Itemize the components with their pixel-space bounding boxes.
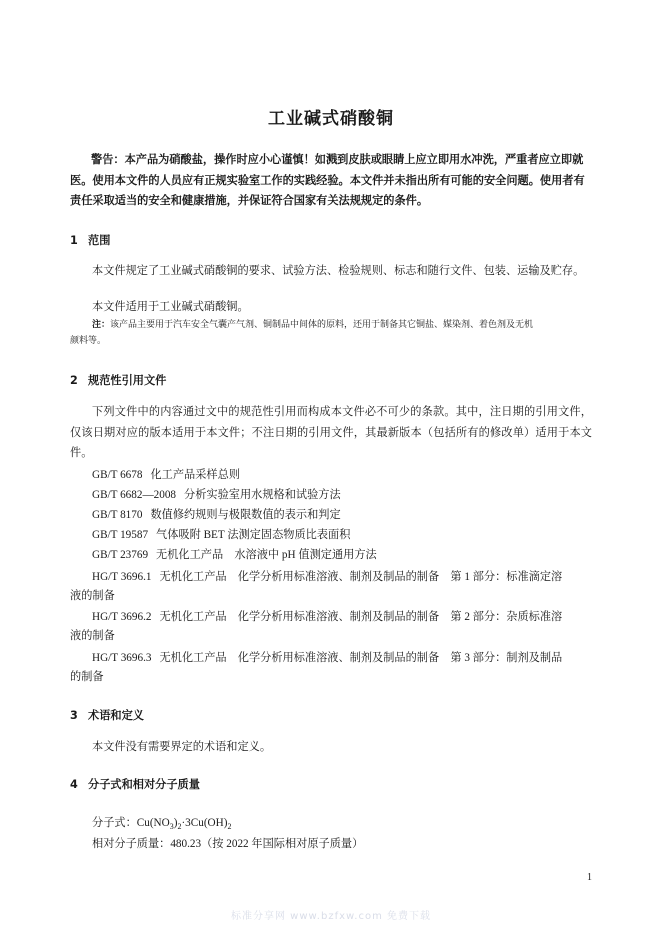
reference-item [92, 568, 592, 587]
reference-title-continued: 液的制备 [70, 590, 115, 602]
normative-intro: 下列文件中的内容通过文中的规范性引用而构成本文件必不可少的条款。其中，注日期的引用文件，仅该日期对应的版本适用于本文件；不注日期的引用文件，其最新版本（包括所有的修改单）适用于本文件。 [70, 406, 592, 459]
reference-item [92, 466, 592, 485]
reference-code: GB/T 8170 [92, 509, 143, 521]
formula-subscript: 2 [227, 822, 232, 832]
reference-title: 无机化工产品 化学分析用标准溶液、制剂及制品的制备 第 1 部分：标准滴定溶 [159, 571, 563, 583]
formula-part: Cu(NO [136, 817, 170, 829]
section-number: 3 [70, 709, 78, 722]
watermark: 标准分享网 www.bzfxw.com 免费下载 [231, 911, 431, 922]
reference-title: 数值修约规则与极限数值的表示和判定 [150, 509, 341, 521]
document-title: 工业碱式硝酸铜 [268, 109, 394, 129]
reference-item [92, 506, 592, 525]
reference-title: 无机化工产品 化学分析用标准溶液、制剂及制品的制备 第 3 部分：制剂及制品 [159, 652, 563, 664]
reference-title: 无机化工产品 水溶液中 pH 值测定通用方法 [156, 549, 377, 561]
reference-code: GB/T 6678 [92, 469, 143, 481]
reference-item [92, 649, 592, 668]
reference-title: 气体吸附 BET 法测定固态物质比表面积 [156, 529, 351, 541]
reference-item [92, 526, 592, 545]
reference-code: HG/T 3696.1 [92, 571, 152, 583]
reference-item [92, 546, 592, 565]
reference-code: GB/T 6682—2008 [92, 489, 177, 501]
page-number: 1 [587, 872, 592, 883]
section-number: 4 [70, 778, 78, 791]
reference-code: GB/T 19587 [92, 529, 149, 541]
reference-title-continued: 的制备 [70, 671, 104, 683]
note-label: 注： [92, 320, 111, 330]
formula-subscript: 3 [169, 822, 174, 832]
section-4-heading [70, 776, 200, 792]
section-number: 2 [70, 374, 78, 387]
reference-title: 分析实验室用水规格和试验方法 [184, 489, 341, 501]
section-3-heading [70, 707, 144, 723]
note-text: 该产品主要用于汽车安全气囊产气剂、铜制品中间体的原料，还用于制备其它铜盐、媒染剂、着色剂及无机 [110, 319, 534, 329]
scope-note-continued: 颜料等。 [70, 335, 107, 345]
safety-warning: 警告：本产品为硝酸盐，操作时应小心谨慎！如溅到皮肤或眼睛上应立即用水冲洗，严重者应立即就医。使用本文件的人员应有正规实验室工作的实践经验。本文件并未指出所有可能的安全问题。使用者有责任采取适当的安全和健康措施，并保证符合国家有关法规规定的条件。 [70, 153, 585, 207]
scope-paragraph-1: 本文件规定了工业碱式硝酸铜的要求、试验方法、检验规则、标志和随行文件、包装、运输及贮存。 [92, 265, 585, 277]
section-1-heading [70, 232, 110, 248]
reference-code: HG/T 3696.2 [92, 611, 152, 623]
formula-part: ·3Cu(OH) [181, 817, 228, 829]
section-title: 规范性引用文件 [88, 374, 167, 387]
reference-item [92, 608, 592, 627]
reference-title-continued: 液的制备 [70, 630, 115, 642]
section-title: 分子式和相对分子质量 [88, 778, 200, 791]
section-2-heading [70, 372, 166, 388]
molecular-formula [92, 814, 231, 831]
formula-label: 分子式： [92, 817, 137, 829]
reference-item [92, 486, 592, 505]
scope-paragraph-2: 本文件适用于工业碱式硝酸铜。 [92, 301, 249, 313]
reference-title: 无机化工产品 化学分析用标准溶液、制剂及制品的制备 第 2 部分：杂质标准溶 [159, 611, 563, 623]
section-title: 范围 [88, 234, 111, 247]
reference-title: 化工产品采样总则 [150, 469, 240, 481]
reference-code: HG/T 3696.3 [92, 652, 152, 664]
terms-paragraph: 本文件没有需要界定的术语和定义。 [92, 741, 272, 753]
reference-code: GB/T 23769 [92, 549, 149, 561]
formula-part: ) [173, 817, 178, 829]
section-title: 术语和定义 [88, 709, 144, 722]
section-number: 1 [70, 234, 78, 247]
formula-subscript: 2 [177, 822, 182, 832]
molecular-mass: 相对分子质量：480.23（按 2022 年国际相对原子质量） [92, 838, 364, 850]
